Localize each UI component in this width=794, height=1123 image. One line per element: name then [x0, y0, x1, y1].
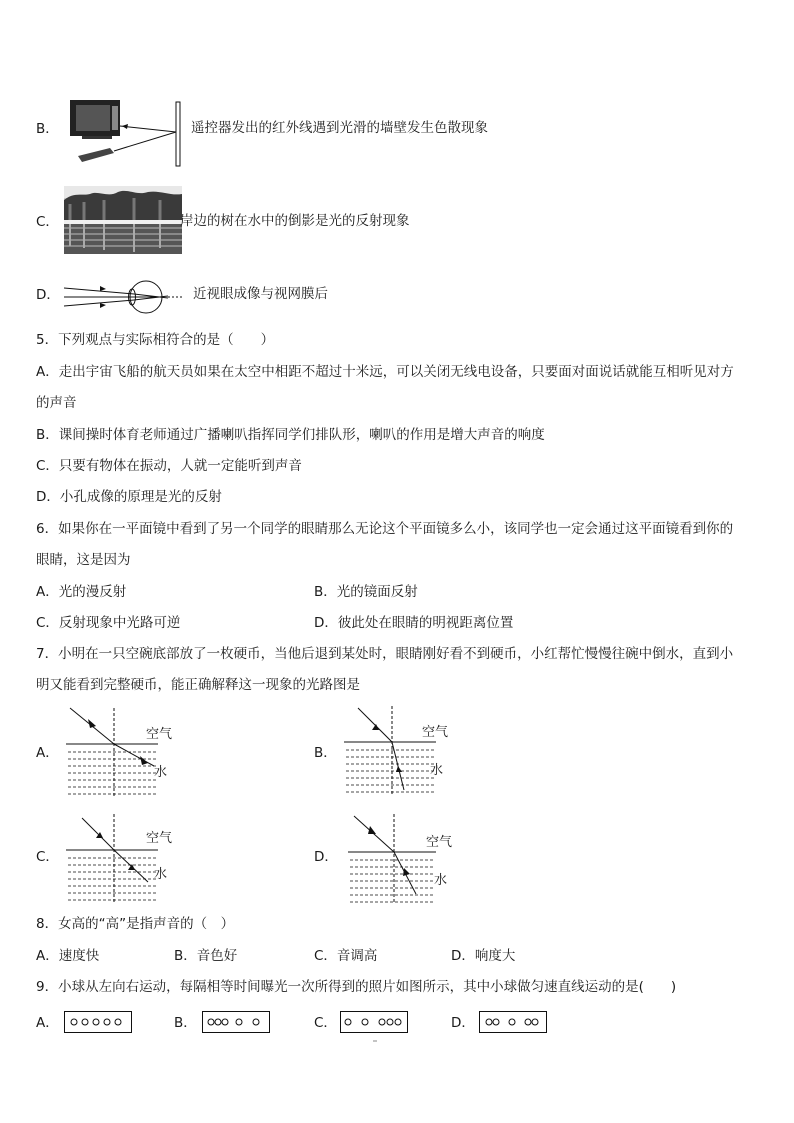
q7-b-water-label: 水 — [430, 763, 444, 778]
q7-c-water-label: 水 — [154, 867, 168, 882]
q9-option-d-letter: D． — [451, 1015, 475, 1031]
q6-stem-line2: 眼睛，这是因为 — [36, 552, 131, 568]
q8-option-a: A．速度快 — [36, 948, 100, 964]
q8-stem: 8．女高的“高”是指声音的（ ） — [36, 916, 235, 932]
q7-option-a-letter: A． — [36, 745, 59, 761]
q6-option-b: B．光的镜面反射 — [314, 584, 418, 600]
q8-option-b: B．音色好 — [174, 948, 238, 964]
q4-option-d-text: 近视眼成像与视网膜后 — [193, 286, 328, 302]
q7-stem-line2: 明又能看到完整硬币，能正确解释这一现象的光路图是 — [36, 677, 360, 693]
q7-option-d-letter: D． — [314, 849, 338, 865]
q7-d-water-label: 水 — [434, 873, 448, 888]
q5-stem: 5．下列观点与实际相符合的是（ ） — [36, 332, 275, 348]
q7-option-b-diagram — [340, 704, 460, 800]
q4-option-b-letter: B． — [36, 121, 59, 137]
q7-option-a-diagram — [62, 706, 182, 802]
q9-option-c-photo — [340, 1011, 408, 1033]
q5-option-a-line1: A．走出宇宙飞船的航天员如果在太空中相距不超过十米远，可以关闭无线电设备，只要面对面说话就能互相听见对方 — [36, 364, 734, 380]
q9-option-a-photo — [64, 1011, 132, 1033]
q9-option-a-letter: A． — [36, 1015, 59, 1031]
q5-option-a-line2: 的声音 — [36, 395, 77, 411]
q7-d-air-label: 空气 — [426, 835, 453, 850]
q8-option-d: D．响度大 — [451, 948, 516, 964]
q9-option-b-letter: B． — [174, 1015, 197, 1031]
q6-option-a: A．光的漫反射 — [36, 584, 127, 600]
q9-option-d-photo — [479, 1011, 547, 1033]
q5-option-b: B．课间操时体育老师通过广播喇叭指挥同学们排队形，喇叭的作用是增大声音的响度 — [36, 427, 545, 443]
q9-stem: 9．小球从左向右运动，每隔相等时间曝光一次所得到的照片如图所示，其中小球做匀速直线运动的是( ) — [36, 979, 677, 995]
q7-option-c-letter: C． — [36, 849, 59, 865]
q4-option-b-text: 遥控器发出的红外线遇到光滑的墙壁发生色散现象 — [191, 120, 488, 136]
tv-remote-illustration — [62, 96, 192, 170]
q9-option-b-photo — [202, 1011, 270, 1033]
q4-option-d-letter: D． — [36, 287, 60, 303]
q8-option-c: C．音调高 — [314, 948, 378, 964]
q7-b-air-label: 空气 — [422, 725, 449, 740]
q6-option-d: D．彼此处在眼睛的明视距离位置 — [314, 615, 514, 631]
q7-a-water-label: 水 — [154, 765, 168, 780]
q7-option-d-diagram — [340, 812, 460, 908]
q7-c-air-label: 空气 — [146, 831, 173, 846]
q6-stem-line1: 6．如果你在一平面镜中看到了另一个同学的眼睛那么无论这个平面镜多么小，该同学也一定会通过这平面镜看到你的 — [36, 521, 734, 537]
q6-option-c: C．反射现象中光路可逆 — [36, 615, 181, 631]
q4-option-c-text: 岸边的树在水中的倒影是光的反射现象 — [180, 213, 410, 229]
q4-option-c-letter: C． — [36, 214, 59, 230]
q5-option-c: C．只要有物体在振动，人就一定能听到声音 — [36, 458, 302, 474]
q7-option-b-letter: B． — [314, 745, 337, 761]
tree-reflection-photo — [64, 186, 182, 254]
myopia-eye-diagram — [64, 280, 190, 314]
q5-option-d: D．小孔成像的原理是光的反射 — [36, 489, 222, 505]
q7-stem-line1: 7．小明在一只空碗底部放了一枚硬币，当他后退到某处时，眼睛刚好看不到硬币，小红帮忙慢慢往碗中倒水，直到小 — [36, 646, 734, 662]
q7-a-air-label: 空气 — [146, 727, 173, 742]
q7-option-c-diagram — [62, 812, 182, 908]
q9-option-c-letter: C． — [314, 1015, 337, 1031]
